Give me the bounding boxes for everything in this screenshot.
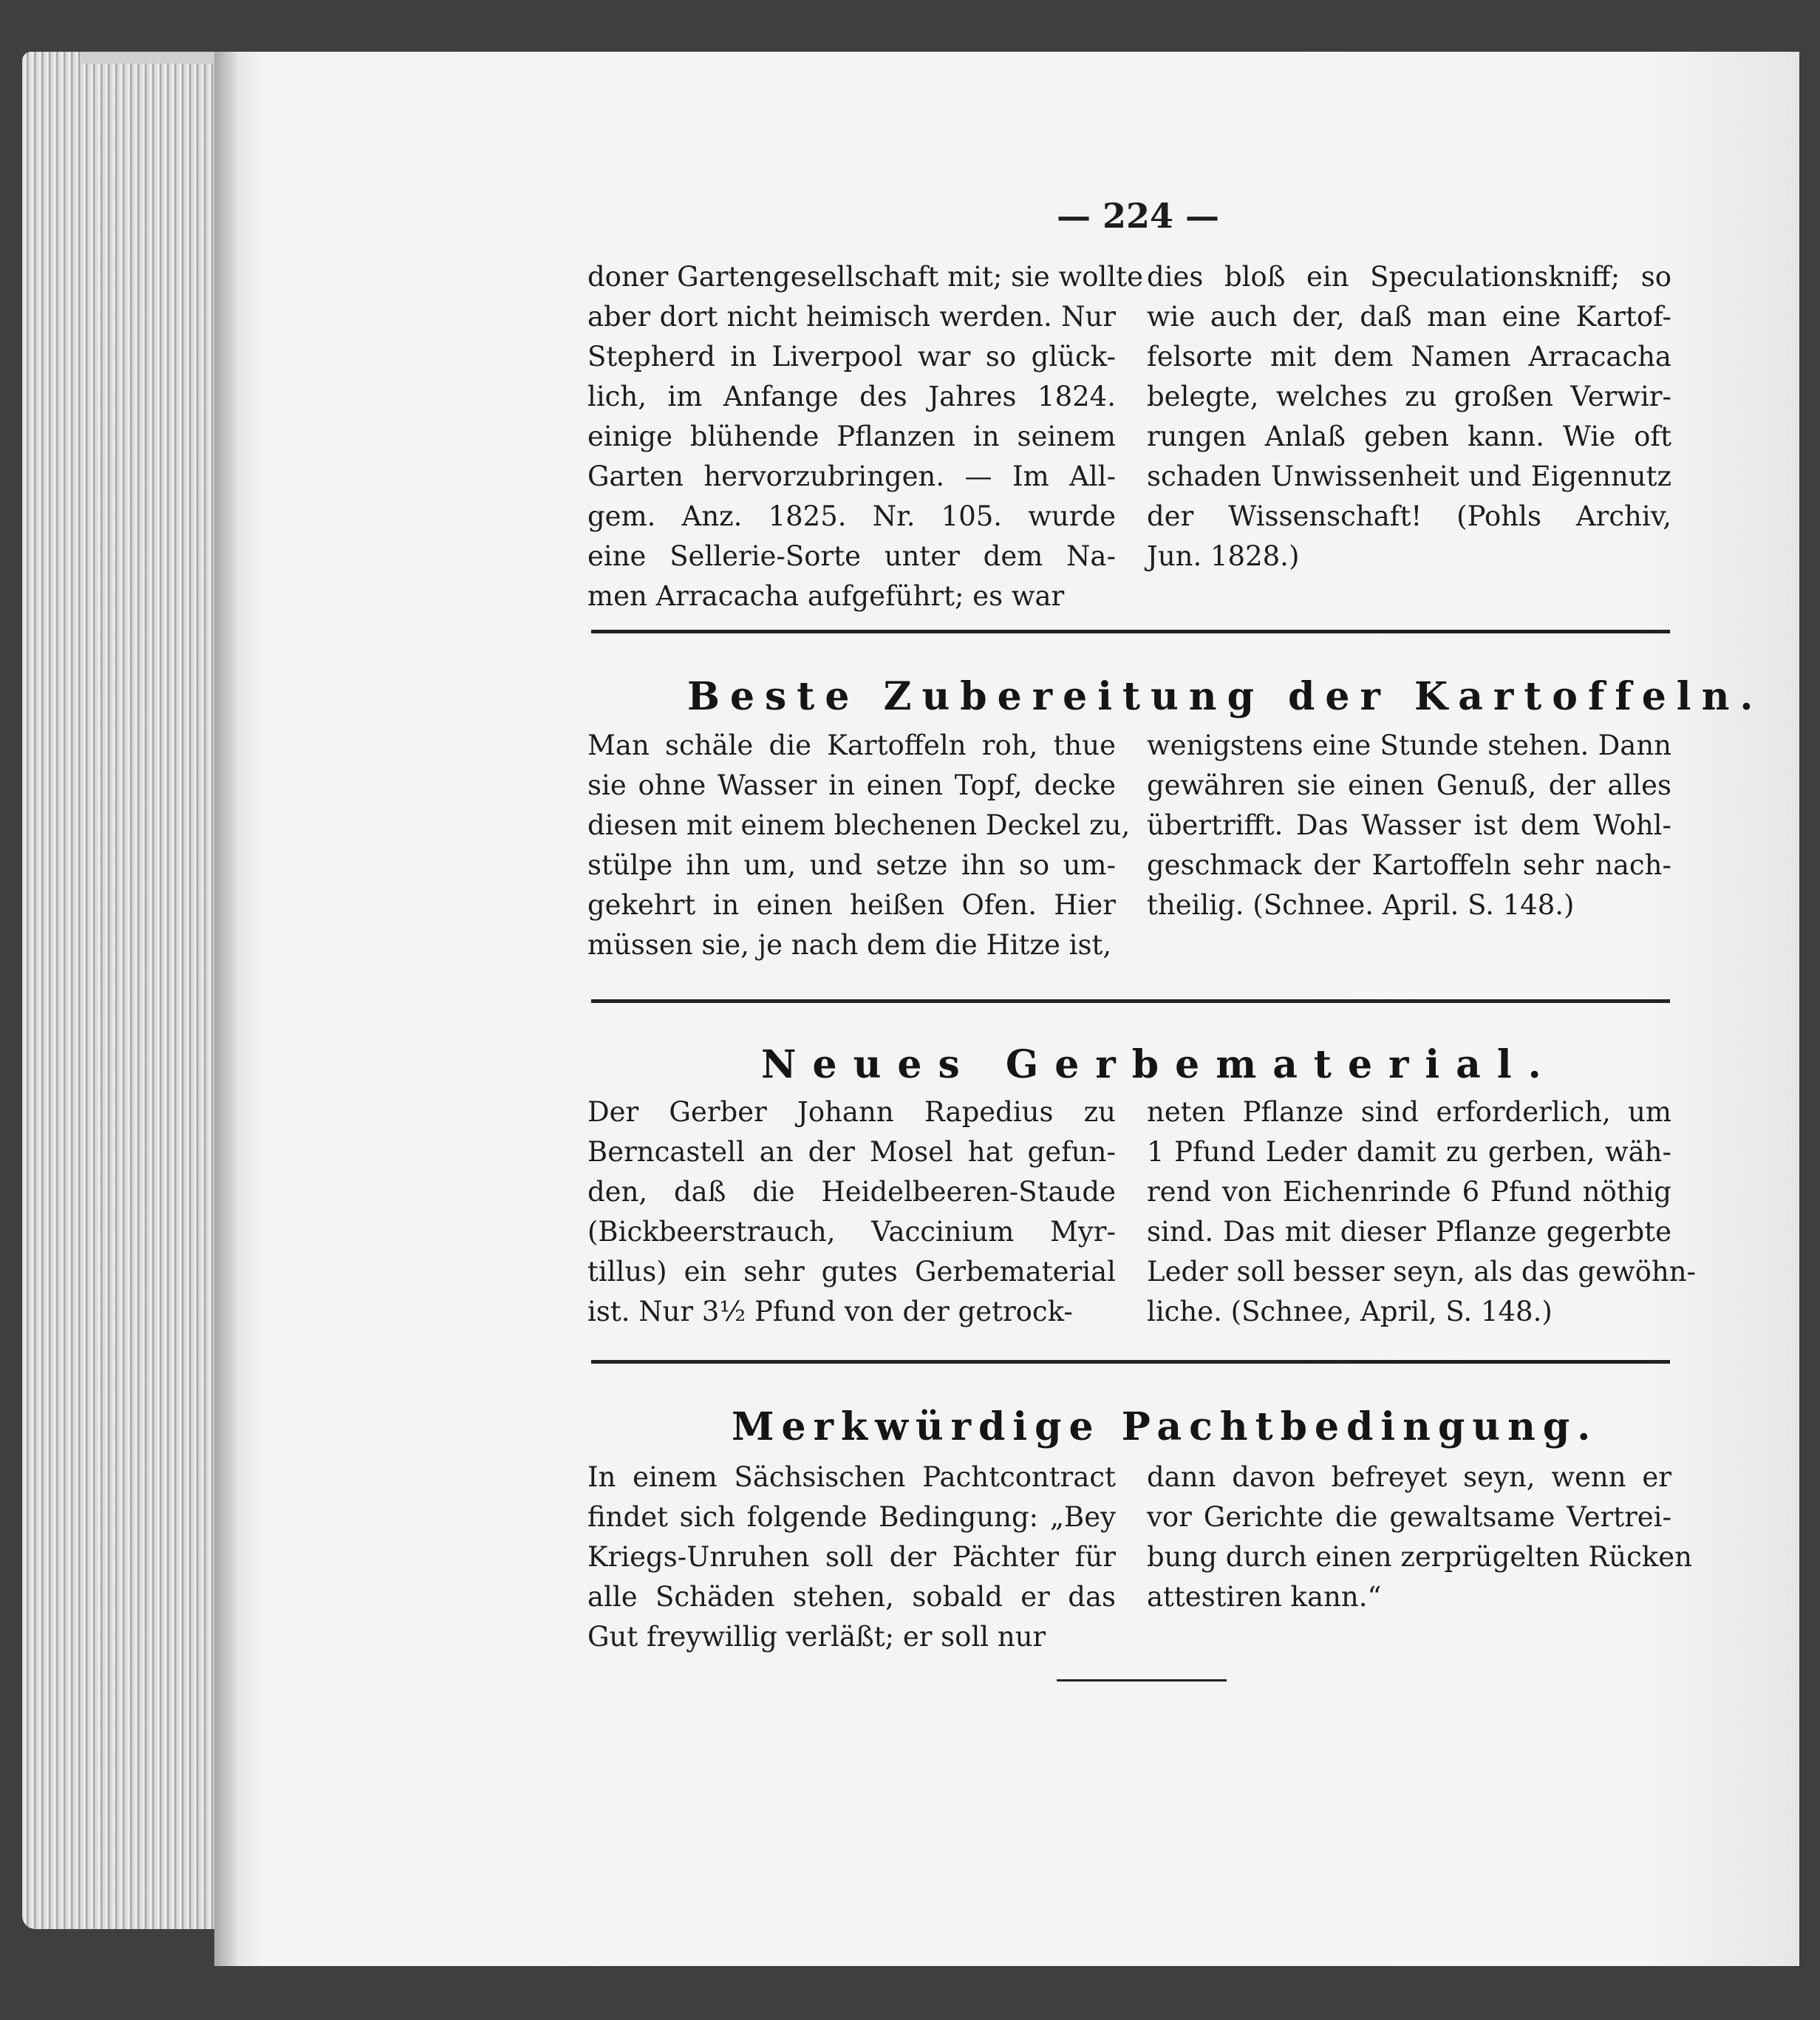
text-line: felsorte mit dem Namen Arracacha: [1147, 341, 1671, 373]
text-line: rend von Eichenrinde 6 Pfund nöthig: [1147, 1176, 1671, 1208]
text-line: rungen Anlaß geben kann. Wie oft: [1147, 421, 1671, 452]
page-number: — 224 —: [1056, 196, 1220, 236]
article-4-right-column: [1147, 1458, 1692, 1617]
text-line: sie ohne Wasser in einen Topf, decke: [587, 769, 1116, 801]
article-3-title: Neues Gerbematerial.: [761, 1042, 1558, 1087]
text-line: alle Schäden stehen, sobald er das: [587, 1581, 1116, 1613]
page-gutter-shadow: [214, 52, 236, 1966]
text-line: Berncastell an der Mosel hat gefun-: [587, 1136, 1116, 1168]
text-line: doner Gartengesellschaft mit; sie wollte: [587, 261, 1143, 293]
text-line: wie auch der, daß man eine Kartof-: [1147, 301, 1671, 333]
text-line: attestiren kann.“: [1147, 1581, 1382, 1613]
text-line: belegte, welches zu großen Verwir-: [1147, 381, 1671, 412]
article-2-right-column: [1147, 726, 1671, 925]
text-line: diesen mit einem blechenen Deckel zu,: [587, 809, 1131, 841]
text-line: der Wissenschaft! (Pohls Archiv,: [1147, 500, 1671, 532]
text-line: Man schäle die Kartoffeln roh, thue: [587, 730, 1116, 761]
text-line: Garten hervorzubringen. — Im All-: [587, 460, 1116, 492]
text-line: aber dort nicht heimisch werden. Nur: [587, 301, 1116, 333]
article-2-title: Beste Zubereitung der Kartoffeln.: [687, 674, 1764, 719]
article-3-right-column: [1147, 1092, 1697, 1332]
text-line: einige blühende Pflanzen in seinem: [587, 421, 1116, 452]
text-line: dies bloß ein Speculationskniff; so: [1147, 261, 1671, 293]
article-3-left-column: [587, 1092, 1116, 1332]
article-4-left-column: [587, 1458, 1116, 1657]
text-line: liche. (Schnee, April, S. 148.): [1147, 1296, 1553, 1327]
text-line: findet sich folgende Bedingung: „Bey: [587, 1501, 1116, 1533]
text-line: Kriegs-Unruhen soll der Pächter für: [587, 1541, 1116, 1573]
text-line: schaden Unwissenheit und Eigennutz: [1147, 460, 1671, 492]
text-line: In einem Sächsischen Pachtcontract: [587, 1461, 1116, 1493]
text-line: Stepherd in Liverpool war so glück-: [587, 341, 1116, 373]
text-line: geschmack der Kartoffeln sehr nach-: [1147, 849, 1671, 881]
text-line: lich, im Anfange des Jahres 1824.: [587, 381, 1116, 412]
text-line: tillus) ein sehr gutes Gerbematerial: [587, 1256, 1116, 1288]
text-line: stülpe ihn um, und setze ihn so um-: [587, 849, 1116, 881]
text-line: Der Gerber Johann Rapedius zu: [587, 1096, 1116, 1128]
text-line: vor Gerichte die gewaltsame Vertrei-: [1147, 1501, 1671, 1533]
article-4-title: Merkwürdige Pachtbedingung.: [732, 1404, 1598, 1449]
text-line: wenigstens eine Stunde stehen. Dann: [1147, 730, 1671, 761]
text-line: sind. Das mit dieser Pflanze gegerbte: [1147, 1216, 1671, 1248]
text-line: 1 Pfund Leder damit zu gerben, wäh-: [1147, 1136, 1671, 1168]
article-2-left-column: [587, 726, 1131, 965]
text-line: Leder soll besser seyn, als das gewöhn-: [1147, 1256, 1697, 1288]
text-line: Jun. 1828.): [1147, 540, 1300, 572]
section-divider-3: [591, 1360, 1670, 1364]
text-line: theilig. (Schnee. April. S. 148.): [1147, 889, 1575, 921]
text-line: bung durch einen zerprügelten Rücken: [1147, 1541, 1692, 1573]
text-line: übertrifft. Das Wasser ist dem Wohl-: [1147, 809, 1671, 841]
article-1-right-column: [1147, 257, 1671, 577]
text-line: den, daß die Heidelbeeren-Staude: [587, 1176, 1116, 1208]
page-edge-stack: [22, 52, 236, 1929]
text-line: men Arracacha aufgeführt; es war: [587, 580, 1065, 612]
text-line: Gut freywillig verläßt; er soll nur: [587, 1621, 1046, 1653]
article-1-left-column: [587, 257, 1143, 616]
text-line: dann davon befreyet seyn, wenn er: [1147, 1461, 1671, 1493]
section-divider-2: [591, 999, 1670, 1003]
text-line: gem. Anz. 1825. Nr. 105. wurde: [587, 500, 1116, 532]
section-divider-1: [591, 630, 1670, 633]
end-rule: [1057, 1679, 1227, 1681]
text-line: neten Pflanze sind erforderlich, um: [1147, 1096, 1671, 1128]
text-line: müssen sie, je nach dem die Hitze ist,: [587, 929, 1112, 961]
text-line: (Bickbeerstrauch, Vaccinium Myr-: [587, 1216, 1116, 1248]
text-line: eine Sellerie-Sorte unter dem Na-: [587, 540, 1116, 572]
text-line: ist. Nur 3½ Pfund von der getrock-: [587, 1296, 1073, 1327]
text-line: gewähren sie einen Genuß, der alles: [1147, 769, 1671, 801]
text-line: gekehrt in einen heißen Ofen. Hier: [587, 889, 1116, 921]
